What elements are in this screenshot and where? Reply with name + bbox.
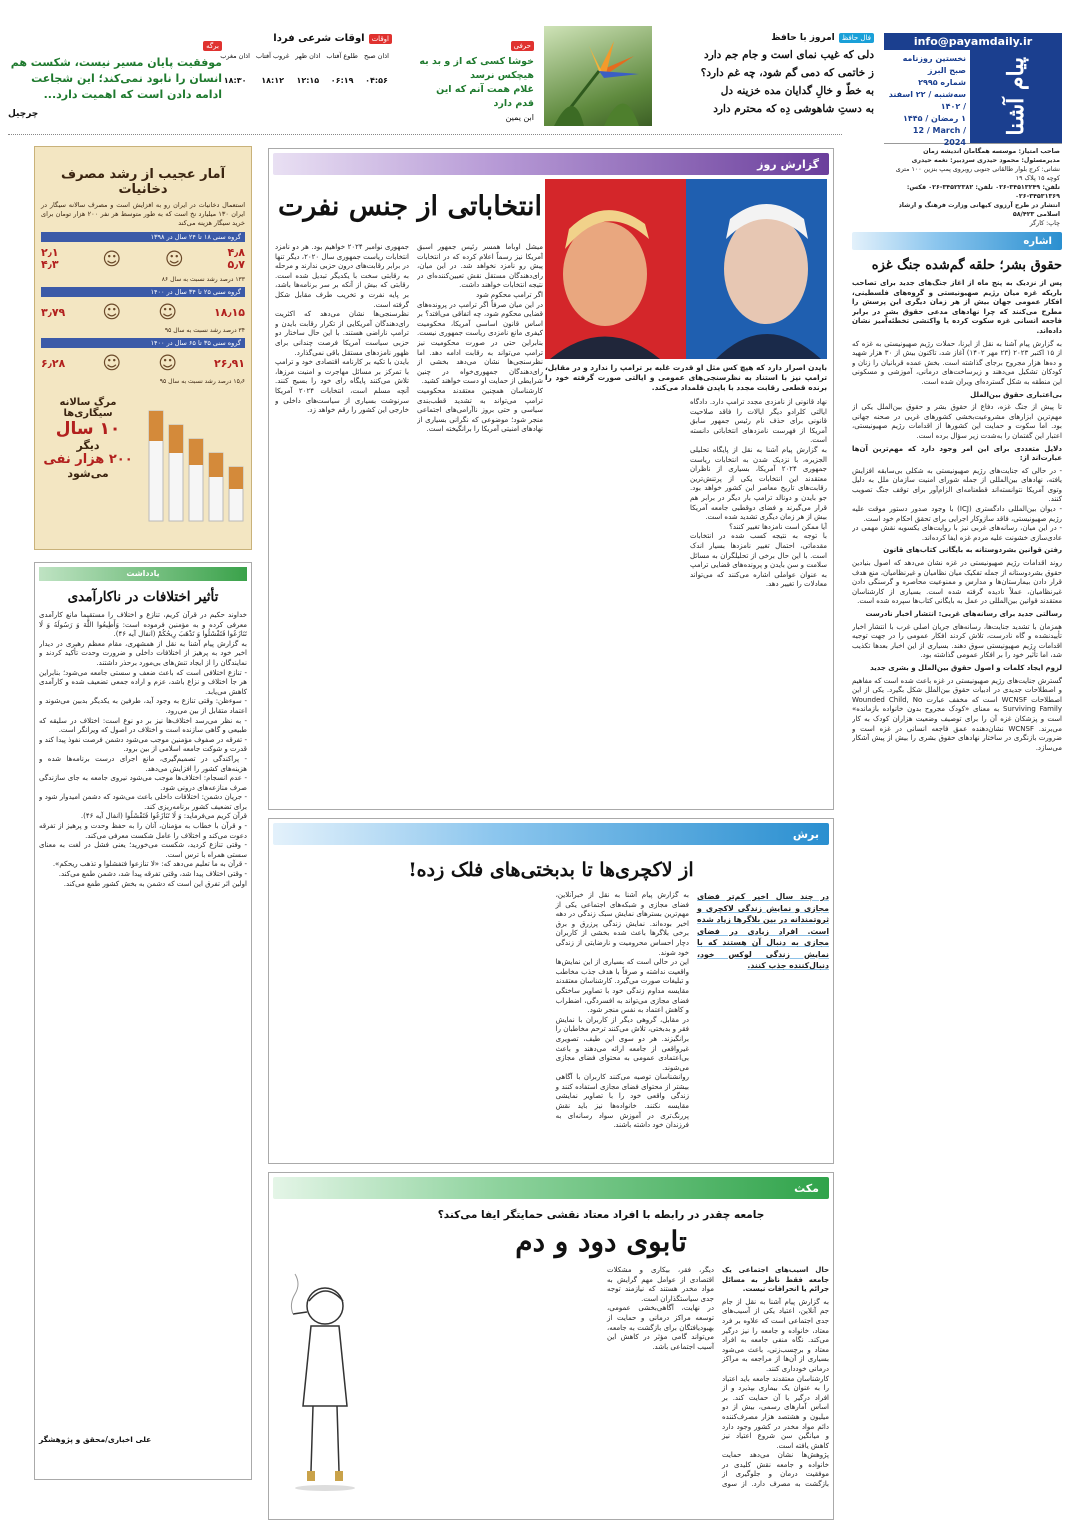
ishare-paragraph: - در حالی که جنایت‌های رژیم صهیونیستی به شکلی بی‌سابقه افزایش یافته، نهادهای بین‌المللی از جمله شورای امنیت سازمان ملل به دلیل وتوی آمریکا نتوانسته‌اند قطعنامه‌ای الزام‌آور برای توقف جنگ تصویب کنند. - دیوان بین‌المللی دادگستری (ICJ) با وجود صدور دستور موقت علیه رژیم صهیونیستی، فاقد سازوکار اجرایی برای تحقق احکام خود است. - در این میان، رسانه‌های غربی نیز با روایت‌های یکسویه نقش مهمی در عادی‌سازی خشونت علیه مردم غزه ایفا کرده‌اند. <box>852 466 1062 542</box>
yaddasht-section-title: یادداشت <box>126 569 160 578</box>
infographic-title: آمار عجیب از رشد مصرف دخانیات <box>60 167 226 197</box>
group-note: ۱۳۳ درصد رشد نسبت به سال ۸۶ <box>161 276 245 283</box>
prayer-badge: اوقات <box>369 34 392 44</box>
ishare-subhead: رسالتی جدید برای رسانه‌های غربی: انتشار اخبار نادرست <box>865 610 1062 618</box>
hafez-line: به خطّ و خالِ گدایان مده خزینه دل <box>720 85 874 97</box>
yaddasht-author: علی اخباری/محقق و پژوهشگر <box>39 1435 152 1444</box>
masthead-tagline: نخستین روزنامه صبح البرز <box>902 54 966 75</box>
infographic-group <box>41 232 245 283</box>
prayer-header: اذان صبح <box>363 52 389 60</box>
logo-text: پیام آشنا <box>1003 57 1029 136</box>
boresh-section-title: برش <box>792 827 819 841</box>
biden-portrait-icon <box>686 179 827 359</box>
masthead-logo <box>970 50 1062 143</box>
group-label: گروه سنی ۲۵ تا ۳۴ سال در ۱۴۰۰ <box>41 287 245 297</box>
ishare-subhead: بی‌اعتباری حقوق بین‌الملل <box>970 390 1062 399</box>
masthead-credits <box>884 144 1062 231</box>
quote-text: موفقیت پایان مسیر نیست، شکست هم انسان را نابود نمی‌کند؛ این شجاعت ادامه دادن است که اهمیت دارد... <box>10 56 222 101</box>
prayer-times-table <box>217 50 392 87</box>
ishare-section <box>852 232 1062 1520</box>
stat-value: ۲۶٫۹۱ <box>214 356 245 370</box>
ishare-subhead: رفتن قوانین بشردوستانه به بایگانی کتاب‌های قانون <box>883 546 1062 555</box>
credit-line: انتشار در طرح آرزوی کیهانی وزارت فرهنگ و ارشاد اسلامی ۵۸/۴۲۳ <box>898 202 1060 218</box>
report-text: جمهوری نوامبر ۲۰۲۴ خواهیم بود. هر دو نامزد انتخابات ریاست جمهوری سال ۲۰۲۰، دیگر تنها در برابر رقابت‌های درون حزبی ندارند و مرحله به رقابتی سخت با یکدیگر تبدیل شده است. رقابتی که بیش از آنکه بر سر برنامه‌ها باشد، بر پایه نفرت و تخریب طرف مقابل شکل گرفته است. نظرسنجی‌ها نشان می‌دهد که اکثریت رای‌دهندگان آمریکایی از تکرار رقابت بایدن و ترامپ ناراضی هستند. با این حال ساختار دو حزبی سیاست آمریکا فرصت چندانی برای ظهور نامزدهای مستقل باقی نمی‌گذارد. بایدن با تکیه بر کارنامه اقتصادی خود و ترامپ با تمرکز بر مسائل مهاجرت و امنیت مرزها، تلاش می‌کنند پایگاه رای خود را بسیج کنند. آنچه مسلم است، انتخابات ۲۰۲۴ آمریکا سرنوشت بسیاری از سیاست‌های داخلی و خارجی این کشور را رقم خواهد زد. <box>275 243 409 415</box>
ishare-subhead: دلایل متعددی برای این امر وجود دارد که مهم‌ترین آن‌ها عبارت‌اند از: <box>852 444 1062 463</box>
report-col-b <box>417 243 543 803</box>
boresh-section <box>268 818 834 1164</box>
death-end: می‌شود <box>67 467 109 480</box>
ishare-paragraph: به گزارش پیام آشنا به نقل از ایرنا، حملات رژیم صهیونیستی به غزه که از ۱۵ اکتبر ۲۰۲۳ (۲۳ مهر ۱۴۰۲) آغاز شد، تاکنون بیش از ۳۰ هزار شهید و ده‌ها هزار مجروح برجای گذاشته است. بخش عمده قربانیان را زنان و کودکان تشکیل می‌دهند و زیرساخت‌های درمانی، آموزشی و مسکونی این منطقه به شکل گسترده‌ای ویران شده است. <box>852 339 1062 386</box>
ishare-paragraph: همزمان با تشدید جنایت‌ها، رسانه‌های جریان اصلی غرب با انتشار اخبار تأییدنشده و گاه نادرست، تلاش کردند افکار عمومی را در جهت توجیه اقدامات رژیم صهیونیستی سوق دهند. بسیاری از این اخبار بعدها تکذیب شد، اما تأثیر خود را بر افکار عمومی گذاشته بود. <box>852 622 1062 660</box>
issue-number: شماره ۲۹۹۵ <box>918 78 966 87</box>
stat-value: ۴٫۳ <box>41 258 59 271</box>
stat-value: ۱۸٫۱۵ <box>214 305 245 319</box>
infographic-subtitle: استعمال دخانیات در ایران رو به افزایش است و مصرف سالانه سیگار در ایران ۱۳۰ میلیارد نخ است که به طور متوسط هر نفر ۲۰۰ هزار تومان برای خرید سیگار هزینه می‌کند <box>41 201 245 227</box>
flower-photo <box>544 26 652 126</box>
maks-lead: حال آسیب‌های اجتماعی یک جامعه فقط ناظر به مسائل جرائم یا انحرافات نیست. <box>722 1266 829 1294</box>
yaddasht-header <box>39 567 247 581</box>
poem-line: غلام همت آنم که این <box>436 84 534 95</box>
ishare-intro: پس از نزدیک به پنج ماه از آغاز جنگ‌های جدید برای تصاحب باریکه غزه میان رژیم صهیونیستی و گروه‌های فلسطینی، افکار عمومی جهان بیش از هر زمان دیگری این پرسش را مطرح می‌کنند که چرا نهادهای مدعی حقوق بشر در برابر فاجعه انسانی غزه سکوت کرده یا واکنشی تخطئه‌آمیز نشان داده‌اند. <box>852 279 1062 335</box>
group-note: ۳۴ درصد رشد نسبت به سال ۹۵ <box>164 327 245 334</box>
person-icon: ☺ <box>102 248 122 270</box>
biden-trump-photo <box>545 179 827 359</box>
prayer-time: ۱۸:۱۲ <box>261 76 284 85</box>
boresh-header <box>273 823 829 845</box>
ishare-paragraph: روند اقدامات رژیم صهیونیستی در غزه نشان می‌دهد که اصول بنیادین حقوق بشردوستانه از جمله تفکیک میان نظامیان و غیرنظامیان، منع هدف قرار دادن بیمارستان‌ها و مدارس و ممنوعیت محاصره و گرسنگی دادن غیرنظامیان، عملاً نادیده گرفته شده است. بسیاری از کارشناسان معتقدند قوانین بین‌المللی در عمل به بایگانی کتاب‌ها سپرده شده است. <box>852 559 1062 606</box>
report-section <box>268 148 834 810</box>
prayer-header: طلوع آفتاب <box>326 52 358 60</box>
poem-line: خوشا کسی که از و بد به <box>419 56 534 67</box>
quote-author: چرچیل <box>8 109 39 119</box>
stat-value: ۶٫۲۸ <box>41 356 66 370</box>
yaddasht-text: خداوند حکیم در قرآن کریم، تنازع و اختلاف را مستقیماً مانع کارآمدی معرفی کرده و به مؤمنین فرموده است: وَأَطِيعُوا اللَّهَ وَ رَسُولَهُ وَ لَا تَنَازَعُوا فَتَفْشَلُوا وَ تَذْهَبَ رِيحُكُمْ (انفال آیه ۴۶). به گزارش پیام آشنا به نقل از همشهری، مقام معظم رهبری در دیدار اخیر خود به پرهیز از اختلافات داخلی و ضرورت وحدت تأکید کردند و نمایندگان را از ایجاد تنش‌های بی‌مورد برحذر داشتند. - تنازع اختلافی است که باعث ضعف و سستی جامعه می‌شود؛ بنابراین هر جا اختلاف و نزاع باشد، عزم و اراده جمعی تضعیف شده و کارآمدی کاهش می‌یابد. - سوءظن: وقتی تنازع به وجود آید، طرفین به یکدیگر بدبین می‌شوند و اعتماد متقابل از بین می‌رود. - به نظر می‌رسد اختلاف‌ها نیز بر دو نوع است: اختلاف در سلیقه که طبیعی و گاهی سازنده است و اختلاف در اصول که ویرانگر است. - تفرقه در صفوف مؤمنین موجب می‌شود دشمن فرصت نفوذ پیدا کند و قدرت و شوکت جامعه اسلامی از بین برود. - پراکندگی در تصمیم‌گیری، مانع اجرای درست برنامه‌ها شده و هزینه‌های کشور را افزایش می‌دهد. - عدم انسجام: اختلاف‌ها موجب می‌شود نیروی جامعه به جای سازندگی صرف منازعه‌های درونی شود. - جریان دشمن: اختلافات داخلی باعث می‌شود که دشمن امیدوار شود و برای تضعیف کشور برنامه‌ریزی کند. قرآن کریم می‌فرماید: وَ لَا تَنَازَعُوا فَتَفْشَلُوا (انفال آیه ۴۶). - و قرآن با خطاب به مؤمنان، آنان را به حفظ وحدت و پرهیز از تفرقه دعوت می‌کند و اختلاف را عامل شکست معرفی می‌کند. - وقتی تنازع کردید، شکست می‌خورید؛ یعنی فشل در لغت به معنای سستی همراه با ترس است. - قرآن به ما تعلیم می‌دهد که: «لا تنازعوا فتفشلوا و تذهب ریحکم». - وقتی اختلاف پیدا شد، وقتی تفرقه پیدا شد، دشمن طمع می‌کند. اولین اثر تفرق این است که دشمن به بخش کشور طمع می‌کند. <box>39 611 247 888</box>
person-icon: ☺ <box>102 352 122 374</box>
cigarettes-icon <box>141 391 251 523</box>
maks-headline: تابوی دود و دم <box>515 1225 687 1258</box>
hafez-badge: فال حافظ <box>839 33 874 43</box>
person-icon: ☺ <box>158 352 177 374</box>
quote-badge: برگه <box>203 41 222 51</box>
report-text: نهاد قانونی از نامزدی مجدد ترامپ دارد. دادگاه ایالتی کلرادو دیگر ایالات را فاقد صلاحیت قانونی برای حذف نام رئیس جمهور سابق آمریکا از فهرست نامزدهای انتخاباتی دانسته است. به گزارش پیام آشنا به نقل از پایگاه تحلیلی الجزیره، با نزدیک شدن به انتخابات ریاست جمهوری ۲۰۲۴ آمریکا، بسیاری از ناظران معتقدند این انتخابات یکی از پرتنش‌ترین رقابت‌های تاریخ معاصر این کشور خواهد بود. جو بایدن و دونالد ترامپ بار دیگر در برابر هم قرار می‌گیرند و فضای دوقطبی جامعه آمریکا بیش از هر زمان دیگری تشدید شده است. آیا ممکن است نامزدها تغییر کنند؟ با توجه به نتیجه کسب شده در انتخابات مقدماتی، احتمال تغییر نامزدها بسیار اندک است. با این حال برخی از تحلیلگران به مسائل سلامت و سن بایدن و پرونده‌های قضایی ترامپ به عنوان عواملی اشاره می‌کنند که می‌تواند معادلات را تغییر دهد. <box>690 398 827 589</box>
poem-line: قدم دارد <box>493 98 534 109</box>
yaddasht-body <box>39 611 247 1431</box>
prayer-box <box>220 33 392 125</box>
group-label: گروه سنی ۳۵ تا ۶۵ سال در ۱۴۰۰ <box>41 338 245 348</box>
credit-line: مدیرمسئول: محمود حیدری سردبیر: نغمه حیدری <box>911 157 1060 164</box>
bird-of-paradise-flower-icon <box>544 26 652 126</box>
hafez-title: امروز با حافظ <box>771 33 835 43</box>
hafez-box <box>666 33 874 125</box>
date-persian: سه‌شنبه / ۲۲ اسفند / ۱۴۰۲ <box>888 90 966 111</box>
date-gregorian: 12 / March / 2024 <box>912 126 966 147</box>
prayer-header: اذان ظهر <box>295 52 321 60</box>
person-icon: ☺ <box>158 301 177 323</box>
poem-box <box>402 33 534 125</box>
maks-header <box>273 1177 829 1199</box>
top-divider <box>8 134 842 135</box>
report-caption: بایدن اصرار دارد که هیچ کس مثل او قدرت غلبه بر ترامپ را ندارد و در مقابل، ترامپ نیز با استناد به نظرسنجی‌های عمومی و ایالتی صورت گرفته خود را برنده قطعی رقابت مجدد با بایدن قلمداد می‌کند. <box>545 363 827 392</box>
credit-line: تلفن: ۳۴۵۱۳۲۴۹-۰۲۶ تلفن: ۳۴۵۲۲۳۸۲-۰۲۶ فکس: ۳۴۵۳۱۳۶۹-۰۲۶ <box>906 184 1060 200</box>
prayer-time: ۰۶:۱۹ <box>330 76 354 85</box>
credit-line: چاپ: کارگر <box>1029 220 1060 227</box>
stat-value: ۵٫۷ <box>227 258 245 271</box>
person-icon: ☺ <box>164 248 184 270</box>
prayer-title: اوقات شرعی فردا <box>273 33 365 44</box>
credit-line: نشانی: کرج بلوار طالقانی جنوبی روبروی پمپ بنزین ۱۰۰ متری کوچه ۱۵ پلاک ۱۹ <box>895 166 1060 182</box>
maks-kicker: جامعه چقدر در رابطه با افراد معتاد نقشی حمایتگر ایفا می‌کند؟ <box>437 1209 765 1221</box>
hafez-line: به دستِ شاهوشی دِه که محترم دارد <box>713 103 874 115</box>
maks-section <box>268 1172 834 1520</box>
person-icon: ☺ <box>102 301 122 323</box>
boresh-headline: از لاکچری‌ها تا بدبختی‌های فلک زده! <box>408 859 694 881</box>
maks-text: به گزارش پیام آشنا به نقل از جام جم آنلاین، اعتیاد یکی از آسیب‌های جدی اجتماعی است که علاوه بر فرد معتاد، خانواده و جامعه را نیز درگیر می‌کند. نگاه منفی جامعه به افراد معتاد و برچسب‌زنی، باعث می‌شود بسیاری از آن‌ها از مراجعه به مراکز درمانی خودداری کنند. کارشناسان معتقدند جامعه باید اعتیاد را به عنوان یک بیماری بپذیرد و از افراد درگیر با آن حمایت کند. بر اساس آمارهای رسمی، بیش از دو میلیون و هشتصد هزار مصرف‌کننده دائم مواد مخدر در کشور وجود دارد و میانگین سن شروع اعتیاد نیز کاهش یافته است. پژوهش‌ها نشان می‌دهد حمایت خانواده و جامعه نقش کلیدی در موفقیت درمان و جلوگیری از بازگشت به مصرف دارد. از سوی دیگر، فقر، بیکاری و مشکلات اقتصادی از عوامل مهم گرایش به مواد مخدر هستند که نیازمند توجه جدی سیاستگذاران است. در نهایت، آگاهی‌بخشی عمومی، توسعه مراکز درمانی و حمایت از بهبودیافتگان برای بازگشت به جامعه، می‌تواند گامی مؤثر در کاهش این آسیب اجتماعی باشد. <box>607 1266 829 1489</box>
prayer-time: ۱۸:۳۰ <box>223 76 247 85</box>
death-text: مرگ سالانه سیگاری‌ها <box>59 397 117 419</box>
date-hijri: ۱ رمضان / ۱۴۴۵ <box>903 114 966 123</box>
group-note: ۱۵٫۶ درصد رشد نسبت به سال ۹۵ <box>159 378 245 385</box>
ishare-body <box>852 279 1062 1519</box>
infographic-group <box>41 338 245 385</box>
yaddasht-headline: تأثیر اختلافات در ناکارآمدی <box>67 589 219 605</box>
prayer-time: ۱۲:۱۵ <box>296 76 320 85</box>
smoking-infographic <box>34 146 252 550</box>
smoking-man-cartoon-icon <box>273 1266 369 1496</box>
group-label: گروه سنی ۱۸ تا ۲۴ سال در ۱۳۹۸ <box>41 232 245 242</box>
quote-box <box>8 33 222 125</box>
ishare-paragraph: گسترش جنایت‌های رژیم صهیونیستی در غزه باعث شده است که مفاهیم و اصطلاحات جدیدی در ادبیات حقوق بین‌الملل شکل بگیرد. یکی از این اصطلاحات WCNSF است که مخفف عبارت Wounded Child, No Surviving Family به معنای «کودک مجروح بدون خانواده بازمانده» است و پزشکان غزه آن را برای توصیف وضعیت هزاران کودک به کار می‌برند. WCNSF نشان‌دهنده عمق فاجعه انسانی در غزه است و ضرورت بازنگری در ساختار نهادهای حقوق بشری را بیش از پیش آشکار می‌سازد. <box>852 676 1062 752</box>
poem-badge: حرفی <box>511 41 534 51</box>
masthead-email[interactable]: info@payamdaily.ir <box>884 33 1062 50</box>
yaddasht-section <box>34 562 252 1480</box>
report-section-title: گزارش روز <box>757 157 819 171</box>
ishare-headline: حقوق بشر؛ حلقه گم‌شده جنگ غزه <box>871 258 1062 273</box>
ishare-paragraph: تا پیش از جنگ غزه، دفاع از حقوق بشر و حقوق بین‌الملل یکی از مهم‌ترین ابزارهای مشروعیت‌بخشی کشورهای غربی در صحنه جهانی بود. اما سکوت و حمایت این کشورها از اقدامات رژیم صهیونیستی، اعتبار این گفتمان را به‌شدت زیر سؤال برده است. <box>852 403 1062 440</box>
poem-author: ابن یمین <box>505 113 534 122</box>
prayer-header: غروب آفتاب <box>255 52 290 60</box>
ishare-title: اشاره <box>1023 235 1052 247</box>
report-text: میشل اوباما همسر رئیس جمهور اسبق آمریکا نیز رسماً اعلام کرده که در انتخابات پیش رو نامزد نخواهد شد. در این میان، رای‌دهندگان مستقل نقش تعیین‌کننده‌ای در نتیجه انتخابات خواهند داشت. اگر ترامپ محکوم شود در این میان صرفاً اگر ترامپ در پرونده‌های قضایی محکوم شود، چه اتفاقی می‌افتد؟ بر اساس قانون اساسی آمریکا، محکومیت کیفری مانع نامزدی ریاست جمهوری نیست. بنابراین حتی در صورت محکومیت نیز ترامپ می‌تواند به رقابت ادامه دهد. اما نظرسنجی‌ها نشان می‌دهد بخشی از رای‌دهندگان جمهوری‌خواه در چنین شرایطی از حمایت او دست خواهند کشید. کارشناسان همچنین معتقدند محکومیت ترامپ می‌تواند به تشدید قطب‌بندی سیاسی و حتی بروز ناآرامی‌های اجتماعی منجر شود؛ موضوعی که نگرانی بسیاری از نهادهای امنیتی آمریکا را برانگیخته است. <box>417 243 543 434</box>
boresh-lead: در چند سال اخیر کم‌تر فضای مجازی و نمایش زندگی لاکچری و ثروتمندانه در بین بلاگرها زیاد شده است. افراد زیادی در فضای مجازی به دنبال آن هستند که با نمایش زندگی لوکس خود، دنبال‌کننده جذب کنند. <box>697 892 829 970</box>
report-col-c <box>275 243 409 803</box>
death-count: ۲۰۰ هزار نفی <box>43 452 133 467</box>
credit-line: صاحب امتیاز: موسسه همگامان اندیشه زمان <box>923 148 1060 155</box>
death-more: دیگر <box>76 439 100 452</box>
hafez-line: دلی که غیب نمای است و جام جم دارد <box>704 49 874 61</box>
trump-portrait-icon <box>545 179 686 359</box>
cigarettes-image <box>141 391 251 523</box>
prayer-time: ۰۴:۵۶ <box>365 76 388 85</box>
stat-value: ۳٫۷۹ <box>41 305 66 319</box>
hafez-line: ز خاتمی که دمی گم شود، چه غم دارد؟ <box>700 67 874 79</box>
report-lead <box>545 363 827 803</box>
stat-value: ۲٫۱ <box>41 246 59 259</box>
report-header <box>273 153 829 175</box>
boresh-text: به گزارش پیام آشنا به نقل از خبرآنلاین، فضای مجازی و شبکه‌های اجتماعی یکی از مهم‌ترین بسترهای نمایش سبک زندگی در دهه اخیر بوده‌اند. نمایش زندگی پرزرق و برق برخی بلاگرها باعث شده بخشی از کاربران دچار احساس محرومیت و نارضایتی از زندگی خود شوند. این در حالی است که بسیاری از این نمایش‌ها واقعیت نداشته و صرفاً با هدف جذب مخاطب و تبلیغات صورت می‌گیرد. کارشناسان معتقدند مقایسه مداوم زندگی خود با تصاویر ساختگی فضای مجازی می‌تواند به افسردگی، اضطراب و کاهش اعتماد به نفس منجر شود. در مقابل، گروهی دیگر از کاربران با نمایش فقر و بدبختی، تلاش می‌کنند ترحم مخاطبان را برانگیزند. هر دو سوی این طیف، تصویری غیرواقعی از جامعه ارائه می‌دهند و باعث بی‌اعتمادی عمومی به محتوای فضای مجازی می‌شوند. روانشناسان توصیه می‌کنند کاربران با آگاهی بیشتر از محتوای فضای مجازی استفاده کنند و زندگی واقعی خود را با تصاویر نمایشی مقایسه نکنند. خانواده‌ها نیز باید نقش پررنگ‌تری در آموزش سواد رسانه‌ای به فرزندان خود داشته باشند. <box>555 891 689 1130</box>
ishare-subhead: لزوم ایجاد کلمات و اصول حقوق بین‌الملل و بشری جدید <box>870 663 1062 672</box>
report-headline: انتخاباتی از جنس نفرت <box>277 191 543 222</box>
ishare-header <box>852 232 1062 250</box>
death-years: ۱۰ سال <box>55 419 121 439</box>
stat-value: ۴٫۸ <box>227 246 245 259</box>
prayer-header: اذان مغرب <box>220 52 250 60</box>
poem-line: هیچکس نرسد <box>470 70 534 81</box>
smoking-cartoon <box>273 1266 369 1496</box>
masthead <box>884 33 1062 240</box>
maks-section-title: مکث <box>794 1181 819 1195</box>
infographic-group <box>41 287 245 334</box>
